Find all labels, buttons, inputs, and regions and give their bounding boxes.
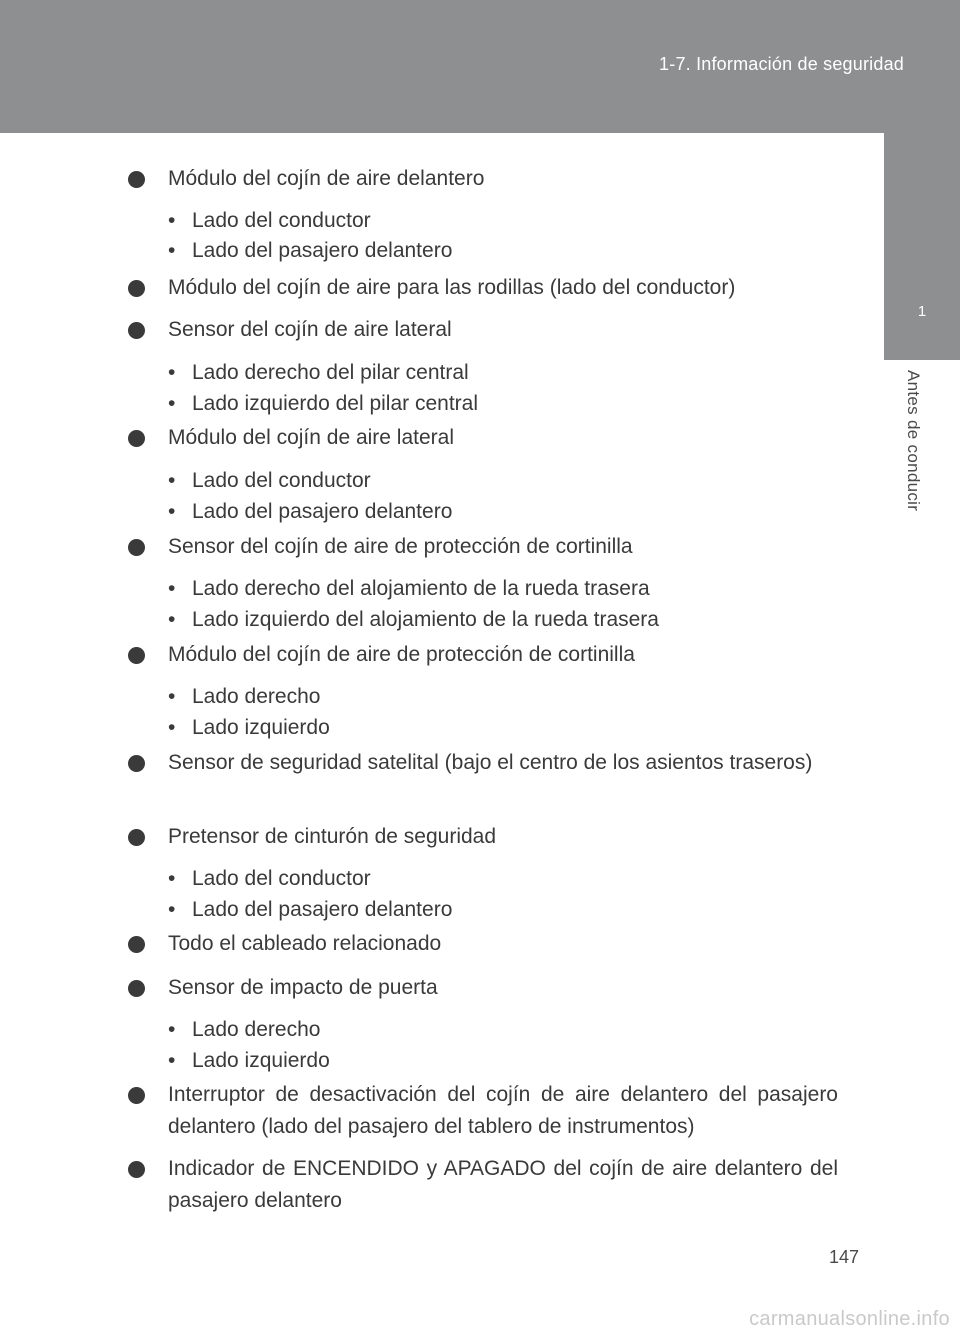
- item-text: Interruptor de desactivación del cojín de aire delantero del pasajero delantero (lado del pasajero del tablero de instrumentos): [168, 1083, 838, 1138]
- list-item: [128, 1079, 838, 1143]
- sub-item-text: Lado del conductor: [192, 469, 371, 492]
- sub-item-text: Lado derecho del alojamiento de la rueda trasera: [192, 577, 650, 600]
- sub-item: • Lado izquierdo del alojamiento de la rueda trasera: [168, 608, 659, 631]
- list-item: [128, 972, 838, 1004]
- sub-item: • Lado del pasajero delantero: [168, 898, 453, 921]
- sub-item: • Lado derecho del alojamiento de la rueda trasera: [168, 577, 650, 600]
- bullet-icon: [128, 980, 145, 997]
- sub-item: • Lado del conductor: [168, 867, 371, 890]
- sub-item: • Lado del pasajero delantero: [168, 239, 453, 262]
- list-item: [128, 422, 838, 454]
- sub-item-text: Lado derecho del pilar central: [192, 361, 469, 384]
- item-text: Módulo del cojín de aire para las rodillas (lado del conductor): [168, 276, 736, 299]
- list-item: [128, 314, 838, 346]
- sub-item-text: Lado derecho: [192, 685, 321, 708]
- bullet-icon: [128, 755, 145, 772]
- bullet-icon: [128, 647, 145, 664]
- sub-item-text: Lado izquierdo del pilar central: [192, 392, 479, 415]
- item-text: Sensor del cojín de aire de protección de cortinilla: [168, 535, 633, 558]
- list-item: [128, 1153, 838, 1217]
- bullet-icon: [128, 430, 145, 447]
- list-item: [128, 639, 838, 671]
- item-text: Módulo del cojín de aire delantero: [168, 167, 485, 190]
- list-item: [128, 272, 838, 304]
- item-text: Sensor de impacto de puerta: [168, 976, 438, 999]
- bullet-icon: [128, 829, 145, 846]
- bullet-icon: [128, 539, 145, 556]
- bullet-icon: [128, 280, 145, 297]
- page-header: [0, 0, 960, 133]
- item-text: Módulo del cojín de aire de protección de cortinilla: [168, 643, 635, 666]
- sub-item-text: Lado del pasajero delantero: [192, 898, 453, 921]
- item-text: Módulo del cojín de aire lateral: [168, 426, 455, 449]
- sub-item-text: Lado del conductor: [192, 209, 371, 232]
- bullet-icon: [128, 322, 145, 339]
- bullet-icon: [128, 1087, 145, 1104]
- list-item: [128, 531, 838, 563]
- sub-item-text: Lado del pasajero delantero: [192, 500, 453, 523]
- page-number: 147: [829, 1247, 860, 1267]
- list-item: [128, 747, 838, 779]
- item-text: Sensor de seguridad satelital (bajo el centro de los asientos traseros): [168, 751, 813, 774]
- sub-item: • Lado izquierdo del pilar central: [168, 392, 479, 415]
- item-text: Todo el cableado relacionado: [168, 932, 442, 955]
- chapter-tab: [884, 133, 960, 360]
- sub-item-text: Lado izquierdo: [192, 716, 330, 739]
- chapter-number: 1: [917, 303, 927, 320]
- sub-item: • Lado del conductor: [168, 469, 371, 492]
- sub-item: • Lado derecho: [168, 685, 321, 708]
- item-text: Indicador de ENCENDIDO y APAGADO del cojín de aire delantero del pasajero delantero: [168, 1157, 838, 1212]
- chapter-label: Antes de conducir: [904, 370, 923, 512]
- sub-item-text: Lado derecho: [192, 1018, 321, 1041]
- sub-item: • Lado del pasajero delantero: [168, 500, 453, 523]
- sub-item-text: Lado izquierdo: [192, 1049, 330, 1072]
- sub-item: • Lado derecho del pilar central: [168, 361, 469, 384]
- bullet-icon: [128, 171, 145, 188]
- sub-item: • Lado del conductor: [168, 209, 371, 232]
- sub-item: • Lado izquierdo: [168, 1049, 330, 1072]
- sub-item-text: Lado del conductor: [192, 867, 371, 890]
- sub-item: • Lado derecho: [168, 1018, 321, 1041]
- list-item: [128, 928, 838, 960]
- sub-item-text: Lado izquierdo del alojamiento de la rueda trasera: [192, 608, 659, 631]
- sub-item-text: Lado del pasajero delantero: [192, 239, 453, 262]
- watermark: carmanualsonline.info: [749, 1308, 950, 1330]
- sub-item: • Lado izquierdo: [168, 716, 330, 739]
- list-item: [128, 163, 838, 195]
- list-item: [128, 821, 838, 853]
- bullet-icon: [128, 1161, 145, 1178]
- item-text: Pretensor de cinturón de seguridad: [168, 825, 497, 848]
- bullet-icon: [128, 936, 145, 953]
- section-title: 1-7. Información de seguridad: [659, 54, 904, 74]
- item-text: Sensor del cojín de aire lateral: [168, 318, 452, 341]
